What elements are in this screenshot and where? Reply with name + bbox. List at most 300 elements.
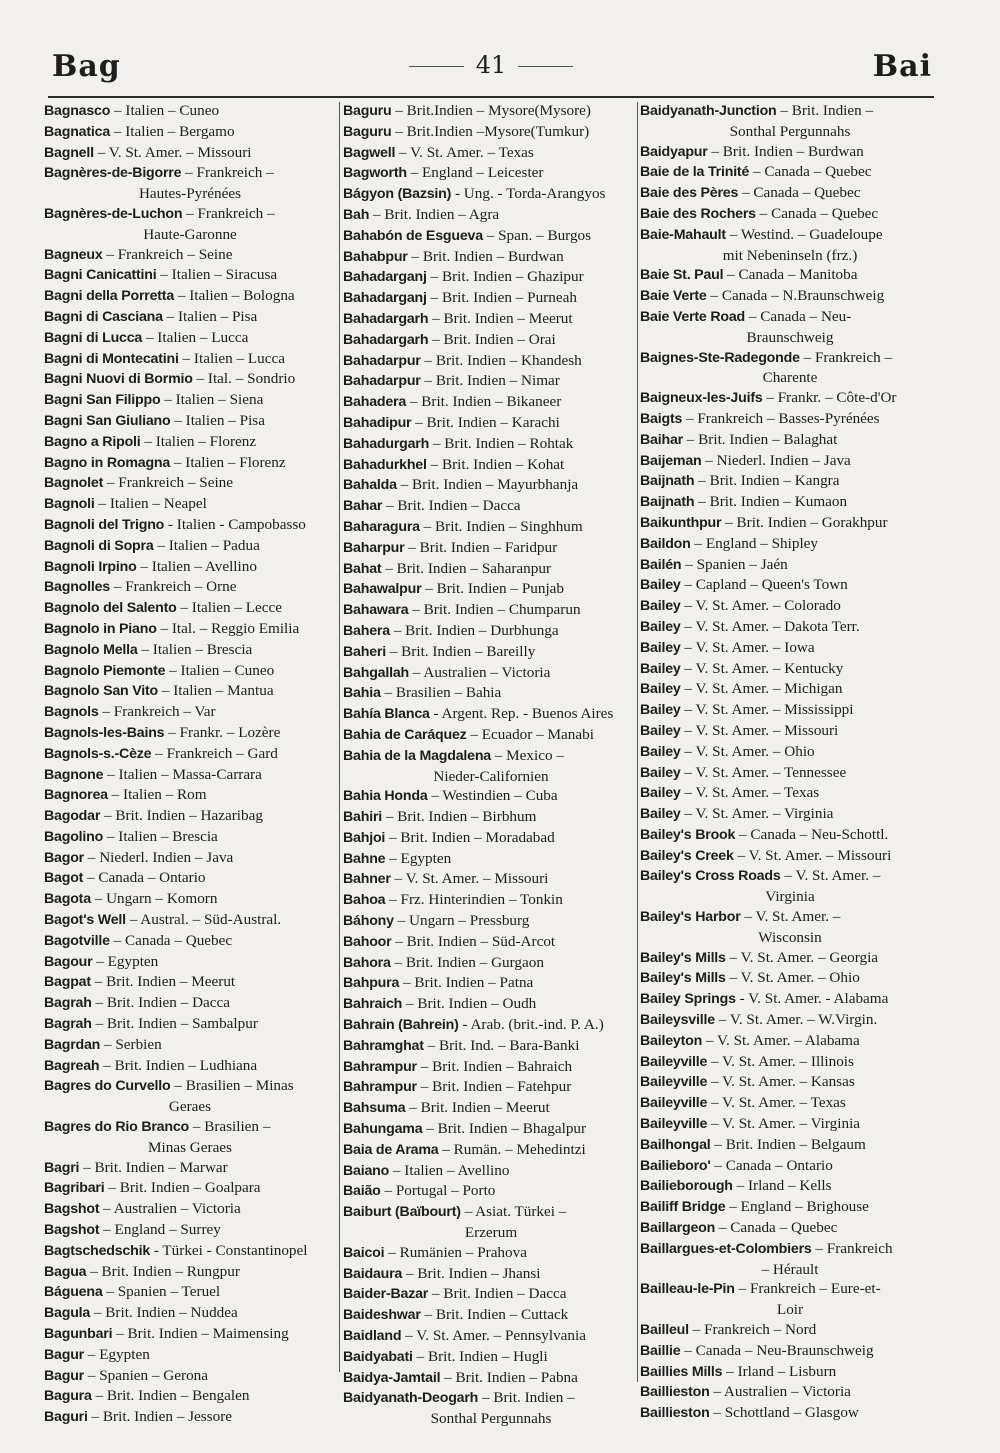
entry-location: – V. St. Amer. – Ohio [680, 742, 815, 760]
entry-location: – England – Leicester [406, 164, 544, 182]
entry-term: Bailieborough [640, 1178, 733, 1195]
entry-location: – Brit. Indien – Kumaon [694, 493, 848, 511]
entry-location: – England – Surrey [99, 1221, 221, 1239]
page-number-line [50, 51, 932, 79]
dictionary-entry [343, 1098, 639, 1119]
entry-term: Bailhongal [640, 1136, 711, 1153]
dictionary-entry [44, 619, 336, 640]
entry-term: Bahadarpur [343, 352, 421, 369]
dictionary-entry [343, 725, 639, 746]
entry-location: – Brit. Indien – Burdwan [407, 247, 564, 265]
entry-location: – V. St. Amer. – Mississippi [680, 701, 854, 719]
dictionary-entry [343, 1284, 639, 1305]
entry-location: – V. St. Amer. – Colorado [680, 597, 841, 615]
entry-term: Bagnorea [44, 787, 108, 804]
dictionary-entry [343, 953, 639, 974]
entry-location: – Brit. Indien – Rohtak [429, 434, 574, 452]
entry-term: Bailey's Brook [640, 826, 736, 843]
entry-location: – Asiat. Türkei – [460, 1203, 567, 1221]
dictionary-entry [343, 475, 639, 496]
entry-term: Bagno a Ripoli [44, 433, 141, 450]
entry-term: Bailey [640, 743, 681, 760]
entry-term: Bahia [343, 685, 381, 702]
dictionary-entry [640, 742, 940, 763]
entry-term: Bahoor [343, 933, 392, 950]
dictionary-entry [44, 1158, 336, 1179]
dictionary-entry [640, 1093, 940, 1114]
entry-term: Bahadera [343, 394, 407, 411]
entry-location: – V. St. Amer. – Texas [395, 143, 534, 161]
entry-term: Baijeman [640, 452, 702, 469]
entry-term: Bailén [640, 556, 682, 573]
entry-location: – Italien – Lecce [176, 599, 282, 617]
entry-location: - Arab. (brit.-ind. P. A.) [458, 1016, 604, 1034]
entry-location: – Ungarn – Pressburg [393, 912, 530, 930]
entry-term: Bagno in Romagna [44, 454, 171, 471]
entry-location: – Frz. Hinterindien – Tonkin [385, 891, 563, 909]
entry-location: – Brit. Indien – Meerut [405, 1099, 550, 1117]
dictionary-entry [640, 1031, 940, 1052]
entry-term: Bagnolet [44, 475, 104, 492]
entry-term: Bagur [44, 1367, 84, 1384]
entry-term: Bailieboro' [640, 1157, 711, 1174]
entry-location: – Brit. Indien – Bikaneer [406, 393, 562, 411]
entry-location: – England – Brighouse [725, 1198, 869, 1216]
dictionary-entry [343, 371, 639, 392]
entry-location: – Australien – Victoria [99, 1200, 241, 1218]
dictionary-entry [343, 1368, 639, 1389]
entry-location: – Irland – Kells [732, 1177, 832, 1195]
entry-location: – Canada – Quebec [715, 1219, 838, 1237]
entry-term: Bah [343, 206, 370, 223]
entry-location: – England – Shipley [690, 534, 819, 552]
entry-term: Baillies Mills [640, 1363, 723, 1380]
entry-term: Bahawara [343, 602, 409, 619]
dictionary-entry [44, 390, 336, 411]
dictionary-entry [343, 600, 639, 621]
entry-location: – Brit. Indien – Belgaum [710, 1135, 866, 1153]
entry-term: Bahramghat [343, 1037, 424, 1054]
dictionary-entry [44, 122, 336, 143]
entry-location: – Brit. Indien – Singhhum [419, 517, 583, 535]
entry-location: – Brit. Indien – Kohat [426, 455, 565, 473]
dictionary-entry [343, 392, 639, 413]
entry-term: Bágyon (Bazsin) [343, 186, 452, 203]
entry-continuation: Sonthal Pergunnahs [729, 122, 851, 140]
dictionary-entry [44, 868, 336, 889]
entry-continuation: Charente [762, 369, 818, 387]
dictionary-entry [343, 1057, 639, 1078]
entry-term: Bagnolo Mella [44, 641, 138, 658]
entry-term: Bahera [343, 622, 390, 639]
entry-term: Bahgallah [343, 664, 409, 681]
dictionary-entry [343, 163, 639, 184]
entry-location: – V. St. Amer. – Pennsylvania [401, 1327, 586, 1345]
dictionary-entry [343, 538, 639, 559]
dictionary-entry [640, 1403, 940, 1424]
entry-term: Bagri [44, 1159, 80, 1176]
dictionary-entry [44, 702, 336, 723]
entry-term: Bagrdan [44, 1036, 101, 1053]
dictionary-entry [44, 369, 336, 390]
entry-term: Baia de Arama [343, 1141, 439, 1158]
entry-location: – Brit. Ind. – Bara-Banki [423, 1036, 580, 1054]
entry-location: – Brit. Indien – Chumparun [408, 601, 581, 619]
entry-location: – Italien – Avellino [136, 557, 257, 575]
dictionary-entry [44, 1076, 336, 1117]
entry-location: – V. St. Amer. – Dakota Terr. [680, 617, 860, 635]
entry-term: Bahadargarh [343, 310, 429, 327]
dictionary-entry [640, 1010, 940, 1031]
dictionary-entry [343, 1264, 639, 1285]
dictionary-entry [343, 828, 639, 849]
entry-term: Bagolino [44, 828, 104, 845]
dictionary-entry [640, 183, 940, 204]
entry-location: – Ungarn – Komorn [90, 890, 218, 908]
entry-location: – Span. – Burgos [482, 226, 592, 244]
entry-term: Bailey [640, 702, 681, 719]
entry-location: – V. St. Amer. – Illinois [707, 1052, 854, 1070]
entry-location: – Brasilien – Minas [170, 1077, 294, 1095]
entry-term: Bagnols-s.-Cèze [44, 745, 152, 762]
dictionary-entry [343, 247, 639, 268]
dictionary-entry [640, 513, 940, 534]
entry-location: – V. St. Amer. – Kentucky [680, 659, 844, 677]
header-dash-left [409, 66, 464, 67]
dictionary-entry [44, 557, 336, 578]
dictionary-entry [640, 1156, 940, 1177]
entry-term: Baijnath [640, 473, 695, 490]
dictionary-entry [44, 349, 336, 370]
entry-term: Bahoa [343, 892, 386, 909]
entry-term: Baidyanath-Junction [640, 103, 777, 119]
entry-continuation: Virginia [765, 888, 815, 906]
dictionary-entry [44, 204, 336, 245]
entry-term: Bagur [44, 1346, 84, 1363]
entry-location: – Italien – Cuneo [110, 102, 220, 119]
entry-term: Baguru [343, 103, 392, 119]
entry-term: Baie des Rochers [640, 205, 756, 222]
entry-location: – Italien – Lucca [142, 328, 249, 346]
dictionary-entry [343, 1015, 639, 1036]
entry-continuation: Hautes-Pyrénées [138, 185, 242, 203]
dictionary-entry [343, 1326, 639, 1347]
entry-location: – Brit. Indien – [478, 1389, 575, 1407]
entry-term: Baguri [44, 1409, 88, 1426]
entry-term: Baidyanath-Deogarh [343, 1390, 479, 1407]
entry-term: Bagotville [44, 932, 110, 949]
dictionary-entry [44, 494, 336, 515]
entry-term: Baião [343, 1183, 381, 1200]
dictionary-entry [343, 330, 639, 351]
entry-location: – Ital. – Reggio Emilia [156, 619, 300, 637]
entry-term: Bailey [640, 722, 681, 739]
dictionary-entry [343, 288, 639, 309]
dictionary-entry [44, 1178, 336, 1199]
entry-term: Baikunthpur [640, 514, 722, 531]
entry-term: Bailey [640, 660, 681, 677]
dictionary-entry [44, 245, 336, 266]
entry-location: – Brit. Indien – Nimar [420, 372, 560, 390]
entry-term: Baie Verte Road [640, 308, 746, 325]
entry-term: Bahadurgarh [343, 435, 430, 452]
entry-term: Bagodar [44, 808, 101, 825]
dictionary-entry [343, 226, 639, 247]
dictionary-entry [44, 143, 336, 164]
dictionary-entry [343, 849, 639, 870]
entry-location: – Frankr. – Côte-d'Or [762, 389, 897, 407]
entry-location: – V. St. Amer. – [740, 908, 841, 926]
dictionary-entry [640, 1197, 940, 1218]
dictionary-entry [343, 122, 639, 143]
entry-location: – Frankreich – Var [98, 703, 216, 721]
entry-term: Bagota [44, 891, 91, 908]
entry-term: Bailey [640, 785, 681, 802]
dictionary-entry [44, 1014, 336, 1035]
entry-term: Baileyville [640, 1053, 708, 1070]
entry-term: Bahar [343, 498, 383, 515]
dictionary-entry [343, 267, 639, 288]
header-left-keyword: Bag [52, 49, 121, 84]
dictionary-entry [44, 952, 336, 973]
dictionary-entry [640, 1114, 940, 1135]
entry-term: Bahabón de Esgueva [343, 227, 483, 244]
entry-location: – Italien – Siena [160, 391, 264, 409]
dictionary-entry [640, 659, 940, 680]
dictionary-entry [640, 1239, 940, 1280]
entry-term: Bahiri [343, 809, 383, 826]
dictionary-entry [640, 825, 940, 846]
entry-location: – Niederl. Indien – Java [84, 848, 234, 866]
dictionary-entry [343, 434, 639, 455]
dictionary-entry [640, 1382, 940, 1403]
entry-term: Baie-Mahault [640, 226, 726, 243]
entry-location: – Canada – N.Braunschweig [706, 287, 885, 305]
entry-location: – Brit. Indien – Agra [369, 205, 500, 223]
entry-location: – Rumänien – Prahova [384, 1243, 527, 1261]
entry-term: Bagnoli di Sopra [44, 537, 154, 554]
dictionary-entry [343, 1202, 639, 1243]
entry-term: Bagni San Giuliano [44, 412, 171, 429]
dictionary-entry [343, 1036, 639, 1057]
header-dash-right [518, 66, 573, 67]
entry-term: Bahalda [343, 477, 397, 494]
entry-location: – Brit. Indien – Balaghat [682, 430, 838, 448]
dictionary-entry [44, 598, 336, 619]
entry-location: – Frankreich – [799, 348, 893, 366]
dictionary-entry [44, 411, 336, 432]
entry-term: Bahía Blanca [343, 706, 430, 723]
dictionary-entry [343, 807, 639, 828]
entry-term: Baillargues-et-Colombiers [640, 1240, 812, 1257]
dictionary-entry [640, 388, 940, 409]
dictionary-entry [343, 517, 639, 538]
dictionary-entry [640, 948, 940, 969]
dictionary-entry [343, 746, 639, 787]
entry-location: – Italien – Florenz [140, 432, 257, 450]
dictionary-entry [343, 911, 639, 932]
dictionary-entry [44, 1220, 336, 1241]
dictionary-entry [343, 1305, 639, 1326]
entry-location: – V. St. Amer. – Ohio [725, 969, 860, 987]
entry-location: – Italien – Brescia [103, 827, 218, 845]
entry-location: – Brit. Indien – Patna [399, 974, 534, 992]
dictionary-entry [44, 806, 336, 827]
entry-location: – Italien – Bergamo [110, 122, 235, 140]
entry-term: Bagni San Filippo [44, 392, 161, 409]
entry-location: – V. St. Amer. – Texas [707, 1094, 846, 1112]
entry-location: – Brit. Indien – Süd-Arcot [391, 932, 556, 950]
entry-term: Bagor [44, 849, 84, 866]
entry-location: – Brit. Indien – Burdwan [707, 142, 864, 160]
entry-location: – V. St. Amer. – [780, 867, 881, 885]
dictionary-entry [640, 101, 940, 142]
dictionary-entry [343, 786, 639, 807]
entry-location: – Brit. Indien – Maimensing [112, 1325, 289, 1343]
dictionary-entry [44, 723, 336, 744]
dictionary-entry [640, 596, 940, 617]
entry-location: – Austral. – Süd-Austral. [125, 911, 282, 929]
entry-term: Bahadarganj [343, 290, 427, 307]
dictionary-entry [44, 328, 336, 349]
entry-location: – Brit. Indien – Khandesh [420, 351, 582, 369]
entry-term: Bahrampur [343, 1058, 417, 1075]
entry-term: Bagnolo Piemonte [44, 662, 166, 679]
entry-term: Baharpur [343, 539, 405, 556]
entry-continuation: Nieder-Californien [433, 767, 549, 785]
entry-location: – Frankreich – Gard [151, 744, 278, 762]
entry-term: Bagni di Montecatini [44, 350, 179, 367]
entry-term: Bagot [44, 870, 84, 887]
entry-location: – V. St. Amer. – Georgia [725, 948, 879, 966]
dictionary-entry [640, 1218, 940, 1239]
column-3 [640, 101, 940, 1424]
entry-location: – Spanien – Jaén [681, 555, 788, 573]
entry-term: Bagnatica [44, 123, 111, 140]
dictionary-entry [640, 265, 940, 286]
entry-term: Baideshwar [343, 1307, 421, 1324]
entry-term: Bagua [44, 1263, 87, 1280]
dictionary-entry [343, 205, 639, 226]
entry-term: Baiano [343, 1162, 390, 1179]
entry-location: – Egypten [385, 849, 452, 867]
entry-location: – Italien – Florenz [170, 453, 286, 471]
dictionary-entry [343, 683, 639, 704]
entry-location: – Brit. Indien – Karachi [411, 413, 560, 431]
entry-term: Bailleau-le-Pin [640, 1281, 735, 1298]
entry-term: Bagnolles [44, 579, 110, 596]
entry-term: Bagour [44, 953, 93, 970]
entry-location: – Italien – Padua [153, 536, 260, 554]
entry-term: Bahner [343, 871, 391, 888]
entry-location: – Brit. Indien – Ludhiana [99, 1056, 258, 1074]
dictionary-entry [44, 744, 336, 765]
entry-location: – Brit. Indien – Jessore [87, 1408, 232, 1426]
dictionary-entry [343, 351, 639, 372]
entry-term: Bailey Springs [640, 991, 736, 1008]
entry-term: Bagshot [44, 1201, 100, 1218]
dictionary-entry [44, 827, 336, 848]
entry-location: – Rumän. – Mehedintzi [438, 1140, 586, 1158]
entry-location: – Italien – Siracusa [156, 266, 278, 284]
entry-term: Bagneux [44, 246, 103, 263]
header-right-keyword: Bai [872, 49, 932, 84]
entry-location: – Brit. Indien – Durbhunga [389, 621, 559, 639]
dictionary-entry [343, 994, 639, 1015]
entry-location: – Westind. – Guadeloupe [725, 225, 883, 243]
dictionary-entry [44, 993, 336, 1014]
entry-location: – Spanien – Gerona [84, 1366, 208, 1384]
dictionary-entry [44, 661, 336, 682]
entry-location: – Brit. Indien – Bareilly [385, 642, 536, 660]
dictionary-entry [44, 536, 336, 557]
entry-location: – Brit. Indien – Hazaribag [100, 807, 263, 825]
entry-term: Baillie [640, 1342, 681, 1359]
dictionary-entry [44, 1407, 336, 1428]
entry-location: - V. St. Amer. - Alabama [735, 990, 889, 1008]
dictionary-entry [44, 910, 336, 931]
dictionary-entry [343, 184, 639, 205]
dictionary-entry [44, 1324, 336, 1345]
entry-term: Bagni di Lucca [44, 329, 143, 346]
entry-location: – Brit. Indien – Ghazipur [426, 268, 584, 286]
entry-location: – Canada – Quebec [738, 184, 861, 202]
dictionary-entry [44, 1241, 336, 1262]
entry-location: – Frankreich – [181, 164, 274, 182]
dictionary-entry [44, 453, 336, 474]
dictionary-entry [640, 638, 940, 659]
dictionary-entry [343, 1119, 639, 1140]
entry-location: – Frankreich – Nord [688, 1321, 817, 1339]
dictionary-entry [640, 162, 940, 183]
entry-term: Bagni della Porretta [44, 288, 175, 305]
dictionary-entry [343, 704, 639, 725]
entry-term: Bagres do Rio Branco [44, 1119, 189, 1136]
entry-term: Bahia de la Magdalena [343, 747, 491, 764]
entry-term: Bagrah [44, 995, 92, 1012]
entry-term: Bagrah [44, 1016, 92, 1033]
entry-location: – Brit. Indien – Fatehpur [416, 1078, 572, 1096]
dictionary-entry [343, 642, 639, 663]
dictionary-entry [343, 143, 639, 164]
dictionary-entry [343, 932, 639, 953]
entry-location: – Italien – Neapel [94, 495, 207, 513]
entry-location: – Brit. Indien – Dacca [428, 1285, 567, 1303]
dictionary-entry [343, 413, 639, 434]
entry-location: – Brasilien – Bahia [380, 684, 502, 702]
dictionary-entry [640, 1320, 940, 1341]
entry-location: – Brit. Indien – Goalpara [104, 1179, 261, 1197]
entry-term: Bahpura [343, 975, 400, 992]
dictionary-entry [640, 471, 940, 492]
entry-location: – Brit. Indien – Kangra [694, 472, 840, 490]
entry-location: - Italien - Campobasso [164, 515, 306, 533]
dictionary-entry [640, 204, 940, 225]
dictionary-entry [640, 492, 940, 513]
dictionary-entry [343, 1140, 639, 1161]
entry-location: – V. St. Amer. – Tennessee [680, 763, 847, 781]
entry-location: – Canada – Ontario [710, 1156, 833, 1174]
entry-location: – Egypten [84, 1345, 150, 1363]
entry-term: Bahadargarh [343, 331, 429, 348]
entry-term: Bailey's Mills [640, 970, 726, 987]
entry-term: Bailleul [640, 1322, 689, 1339]
entry-location: - Türkei - Constantinopel [150, 1241, 308, 1259]
entry-term: Bagnolo del Salento [44, 600, 177, 617]
entry-location: – Frankreich [811, 1239, 893, 1257]
entry-location: – Brit. Indien – Birbhum [382, 808, 537, 826]
dictionary-entry [44, 432, 336, 453]
